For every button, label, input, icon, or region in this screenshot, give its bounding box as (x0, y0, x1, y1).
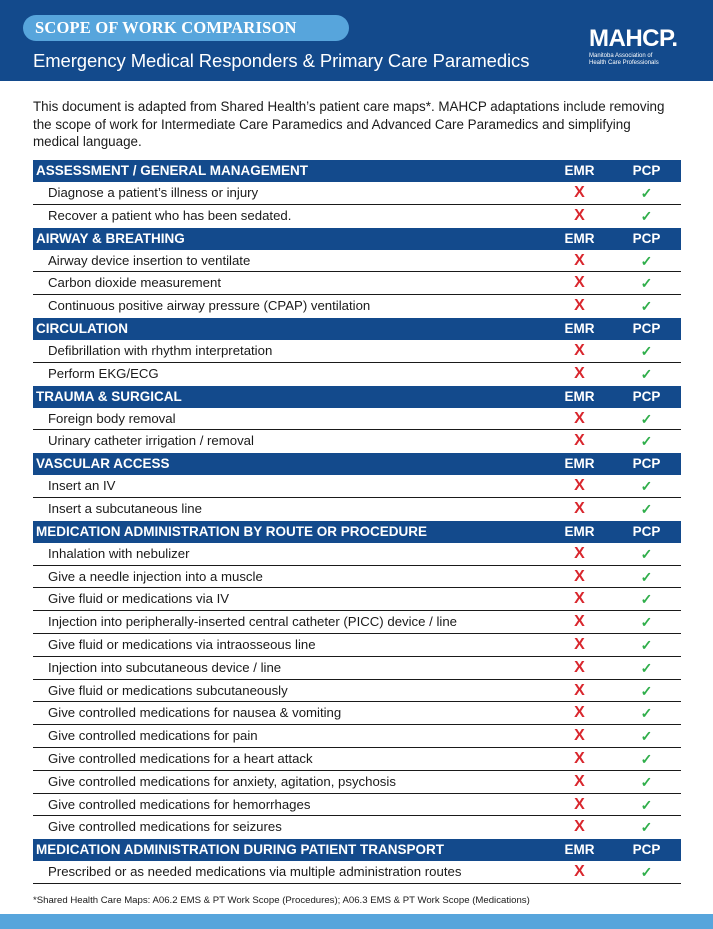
pcp-column-header: PCP (632, 523, 661, 539)
table-row (33, 816, 681, 839)
x-mark-icon: X (574, 297, 585, 315)
row-label: Carbon dioxide measurement (48, 275, 221, 291)
section-header (33, 386, 681, 408)
x-mark-icon: X (574, 364, 585, 382)
row-label: Give controlled medications for anxiety, agitation, psychosis (48, 773, 396, 789)
checkmark-icon: ✓ (640, 591, 653, 608)
row-label: Diagnose a patient’s illness or injury (48, 185, 259, 200)
table-row (33, 363, 681, 386)
row-label: Give fluid or medications via intraosseous line (48, 636, 316, 652)
checkmark-icon: ✓ (640, 682, 653, 699)
page-subtitle: Emergency Medical Responders & Primary Care Paramedics (33, 50, 530, 71)
section-title: VASCULAR ACCESS (36, 456, 170, 472)
checkmark-icon: ✓ (640, 614, 653, 631)
emr-column-header: EMR (564, 523, 595, 539)
table-row (33, 543, 681, 566)
x-mark-icon: X (574, 477, 585, 495)
table-row (33, 634, 681, 657)
table-row (33, 680, 681, 703)
checkmark-icon: ✓ (640, 705, 653, 722)
checkmark-icon: ✓ (640, 545, 653, 562)
table-row (33, 611, 681, 634)
pcp-column-header: PCP (632, 842, 661, 858)
table-row (33, 566, 681, 589)
pcp-column-header: PCP (632, 456, 661, 472)
x-mark-icon: X (574, 409, 585, 427)
checkmark-icon: ✓ (640, 365, 653, 382)
x-mark-icon: X (574, 772, 585, 790)
x-mark-icon: X (574, 613, 585, 631)
table-row (33, 250, 681, 273)
table-row (33, 182, 681, 205)
row-label: Injection into subcutaneous device / line (48, 659, 282, 675)
x-mark-icon: X (574, 863, 585, 881)
row-label: Give controlled medications for pain (48, 728, 258, 744)
row-label: Give a needle injection into a muscle (48, 568, 263, 584)
pcp-column-header: PCP (632, 320, 661, 336)
x-mark-icon: X (574, 727, 585, 745)
pcp-column-header: PCP (632, 388, 661, 404)
x-mark-icon: X (574, 341, 585, 359)
table-row (33, 657, 681, 680)
table-row (33, 295, 681, 318)
checkmark-icon: ✓ (640, 728, 653, 745)
table-row (33, 205, 681, 228)
x-mark-icon: X (574, 704, 585, 722)
x-mark-icon: X (574, 544, 585, 562)
row-label: Insert a subcutaneous line (48, 500, 202, 516)
row-label: Continuous positive airway pressure (CPAP) ventilation (48, 298, 371, 314)
checkmark-icon: ✓ (640, 864, 653, 881)
table-row (33, 340, 681, 363)
emr-column-header: EMR (564, 320, 595, 336)
x-mark-icon: X (574, 658, 585, 676)
row-label: Recover a patient who has been sedated. (48, 207, 292, 223)
logo-tagline-line2: Health Care Professionals (589, 60, 659, 66)
table-row (33, 702, 681, 725)
row-label: Give fluid or medications via IV (48, 591, 230, 607)
x-mark-icon: X (574, 795, 585, 813)
intro-paragraph: This document is adapted from Shared Health’s patient care maps*. MAHCP adaptations include removing the scope of work for Intermediate Care Paramedics and Advanced Care Paramedics and simplifying medical language. (33, 99, 665, 149)
x-mark-icon: X (574, 635, 585, 653)
checkmark-icon: ✓ (640, 568, 653, 585)
row-label: Give controlled medications for a heart attack (48, 750, 313, 766)
section-header (33, 228, 681, 250)
logo-tagline (589, 53, 689, 67)
table-row (33, 725, 681, 748)
logo-wordmark: MAHCP. (589, 25, 678, 52)
table-row (33, 771, 681, 794)
section-title: MEDICATION ADMINISTRATION DURING PATIENT TRANSPORT (36, 842, 444, 858)
checkmark-icon: ✓ (640, 275, 653, 292)
section-header (33, 318, 681, 340)
section-title: CIRCULATION (36, 320, 128, 336)
row-label: Urinary catheter irrigation / removal (48, 433, 254, 449)
section-header (33, 521, 681, 543)
x-mark-icon: X (574, 184, 585, 201)
section-header (33, 453, 681, 475)
section-title: TRAUMA & SURGICAL (36, 388, 182, 404)
table-row (33, 794, 681, 817)
row-label: Give controlled medications for nausea & vomiting (48, 705, 342, 721)
x-mark-icon: X (574, 274, 585, 292)
section-header (33, 839, 681, 861)
x-mark-icon: X (574, 818, 585, 836)
checkmark-icon: ✓ (640, 433, 653, 450)
emr-column-header: EMR (564, 388, 595, 404)
table-row (33, 498, 681, 521)
emr-column-header: EMR (564, 456, 595, 472)
section-title: AIRWAY & BREATHING (36, 230, 185, 246)
pcp-column-header: PCP (632, 230, 661, 246)
row-label: Perform EKG/ECG (48, 365, 159, 381)
x-mark-icon: X (574, 590, 585, 608)
x-mark-icon: X (574, 749, 585, 767)
section-title: ASSESSMENT / GENERAL MANAGEMENT (36, 163, 309, 178)
checkmark-icon: ✓ (640, 342, 653, 359)
table-row (33, 408, 681, 431)
checkmark-icon: ✓ (640, 185, 653, 201)
row-label: Injection into peripherally-inserted central catheter (PICC) device / line (48, 614, 458, 630)
footer-bar (0, 914, 713, 929)
footnote: *Shared Health Care Maps: A06.2 EMS & PT Work Scope (Procedures); A06.3 EMS & PT Work Scope (Medications) (33, 895, 530, 906)
row-label: Foreign body removal (48, 410, 176, 426)
emr-column-header: EMR (564, 230, 595, 246)
emr-column-header: EMR (564, 163, 595, 178)
row-label: Give fluid or medications subcutaneously (48, 682, 288, 698)
logo-tagline-line1: Manitoba Association of (589, 53, 653, 59)
x-mark-icon: X (574, 432, 585, 450)
pcp-column-header: PCP (632, 163, 661, 178)
scope-comparison-table (33, 160, 681, 884)
row-label: Prescribed or as needed medications via multiple administration routes (48, 864, 462, 880)
row-label: Defibrillation with rhythm interpretation (48, 342, 273, 358)
checkmark-icon: ✓ (640, 796, 653, 813)
row-label: Give controlled medications for hemorrhages (48, 796, 311, 812)
checkmark-icon: ✓ (640, 207, 653, 224)
x-mark-icon: X (574, 681, 585, 699)
table-row (33, 475, 681, 498)
table-row (33, 861, 681, 884)
x-mark-icon: X (574, 251, 585, 269)
x-mark-icon: X (574, 567, 585, 585)
checkmark-icon: ✓ (640, 500, 653, 517)
row-label: Inhalation with nebulizer (48, 545, 190, 561)
checkmark-icon: ✓ (640, 252, 653, 269)
row-label: Airway device insertion to ventilate (48, 252, 251, 268)
table-row (33, 748, 681, 771)
x-mark-icon: X (574, 206, 585, 224)
checkmark-icon: ✓ (640, 819, 653, 836)
checkmark-icon: ✓ (640, 410, 653, 427)
table-row (33, 272, 681, 295)
x-mark-icon: X (574, 499, 585, 517)
checkmark-icon: ✓ (640, 773, 653, 790)
mahcp-logo (589, 27, 699, 67)
checkmark-icon: ✓ (640, 478, 653, 495)
table-row (33, 588, 681, 611)
checkmark-icon: ✓ (640, 750, 653, 767)
header-banner (0, 0, 713, 81)
row-label: Give controlled medications for seizures (48, 819, 282, 835)
table-row (33, 430, 681, 453)
section-header (33, 160, 681, 182)
checkmark-icon: ✓ (640, 298, 653, 315)
checkmark-icon: ✓ (640, 659, 653, 676)
row-label: Insert an IV (48, 478, 116, 494)
emr-column-header: EMR (564, 842, 595, 858)
checkmark-icon: ✓ (640, 636, 653, 653)
section-title: MEDICATION ADMINISTRATION BY ROUTE OR PROCEDURE (36, 523, 428, 539)
scope-badge: SCOPE OF WORK COMPARISON (23, 15, 349, 41)
